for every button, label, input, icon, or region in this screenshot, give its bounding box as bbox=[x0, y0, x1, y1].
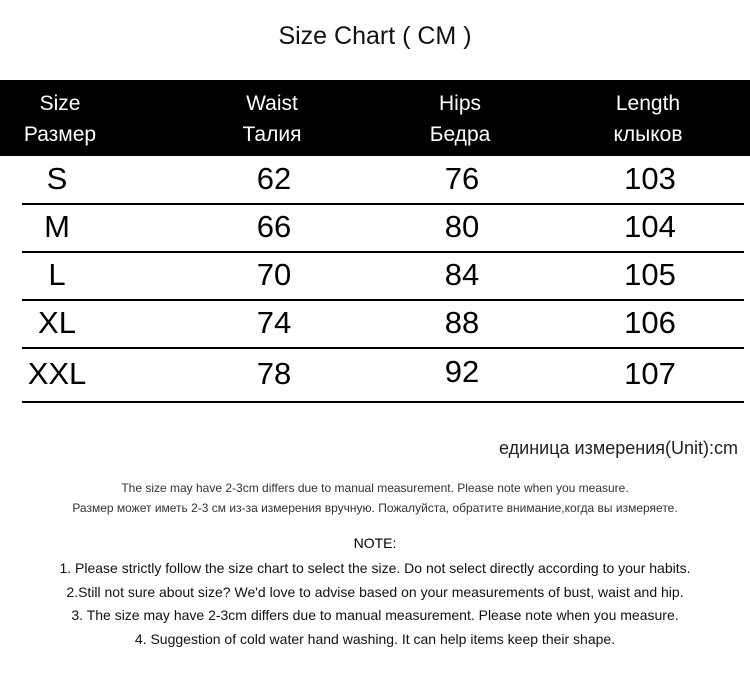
table-row bbox=[22, 349, 744, 403]
cell-waist: 78 bbox=[256, 356, 292, 391]
header-size-en: Size bbox=[39, 92, 81, 115]
table-row bbox=[22, 205, 744, 253]
note-item: 4. Suggestion of cold water hand washing. It can help items keep their shape. bbox=[134, 630, 616, 647]
table-row bbox=[22, 253, 744, 301]
cell-size: L bbox=[48, 257, 66, 292]
cell-length: 106 bbox=[624, 305, 676, 340]
note-item: 3. The size may have 2-3cm differs due to manual measurement. Please note when you measure. bbox=[71, 607, 679, 623]
cell-hips: 80 bbox=[444, 209, 480, 244]
cell-waist: 70 bbox=[256, 257, 292, 292]
size-table-body bbox=[22, 157, 744, 403]
header-hips-en: Hips bbox=[438, 92, 481, 115]
cell-hips: 76 bbox=[444, 161, 480, 196]
header-length-en: Length bbox=[615, 92, 681, 115]
cell-waist: 66 bbox=[256, 209, 292, 244]
note-item: 1. Please strictly follow the size chart to select the size. Do not select directly according to your habits. bbox=[59, 560, 691, 576]
cell-length: 107 bbox=[624, 356, 676, 391]
header-waist-en: Waist bbox=[246, 92, 298, 115]
cell-size: XL bbox=[38, 305, 76, 340]
cell-length: 103 bbox=[624, 161, 676, 196]
table-header bbox=[0, 80, 750, 156]
header-length bbox=[558, 88, 738, 150]
table-row bbox=[22, 301, 744, 349]
cell-hips: 92 bbox=[444, 354, 480, 389]
cell-waist: 62 bbox=[256, 161, 292, 196]
header-length-ru: клыков bbox=[613, 123, 683, 146]
disclaimer-ru: Размер может иметь 2-3 см из-за измерения вручную. Пожалуйста, обратите внимание,когда вы измеряете. bbox=[72, 501, 678, 515]
notes-list bbox=[0, 557, 750, 651]
header-waist-ru: Талия bbox=[242, 123, 302, 146]
title-area bbox=[0, 0, 750, 80]
cell-length: 105 bbox=[624, 257, 676, 292]
disclaimer-en: The size may have 2-3cm differs due to manual measurement. Please note when you measure. bbox=[121, 481, 629, 495]
cell-hips: 84 bbox=[444, 257, 480, 292]
note-item: 2.Still not sure about size? We'd love to advise based on your measurements of bust, waist and hip. bbox=[66, 583, 684, 600]
header-size bbox=[0, 88, 150, 150]
cell-waist: 74 bbox=[256, 305, 292, 340]
page-title: Size Chart ( CM ) bbox=[278, 22, 472, 50]
header-hips bbox=[370, 88, 550, 150]
unit-label: единица измерения(Unit):cm bbox=[499, 438, 738, 458]
header-hips-ru: Бедра bbox=[429, 123, 491, 146]
cell-size: XXL bbox=[27, 356, 87, 391]
cell-size: S bbox=[46, 161, 68, 196]
note-title: NOTE: bbox=[353, 535, 397, 551]
cell-length: 104 bbox=[624, 209, 676, 244]
table-row bbox=[22, 157, 744, 205]
header-size-ru: Размер bbox=[23, 123, 97, 146]
cell-hips: 88 bbox=[444, 305, 480, 340]
header-waist bbox=[182, 88, 362, 150]
cell-size: M bbox=[44, 209, 70, 244]
